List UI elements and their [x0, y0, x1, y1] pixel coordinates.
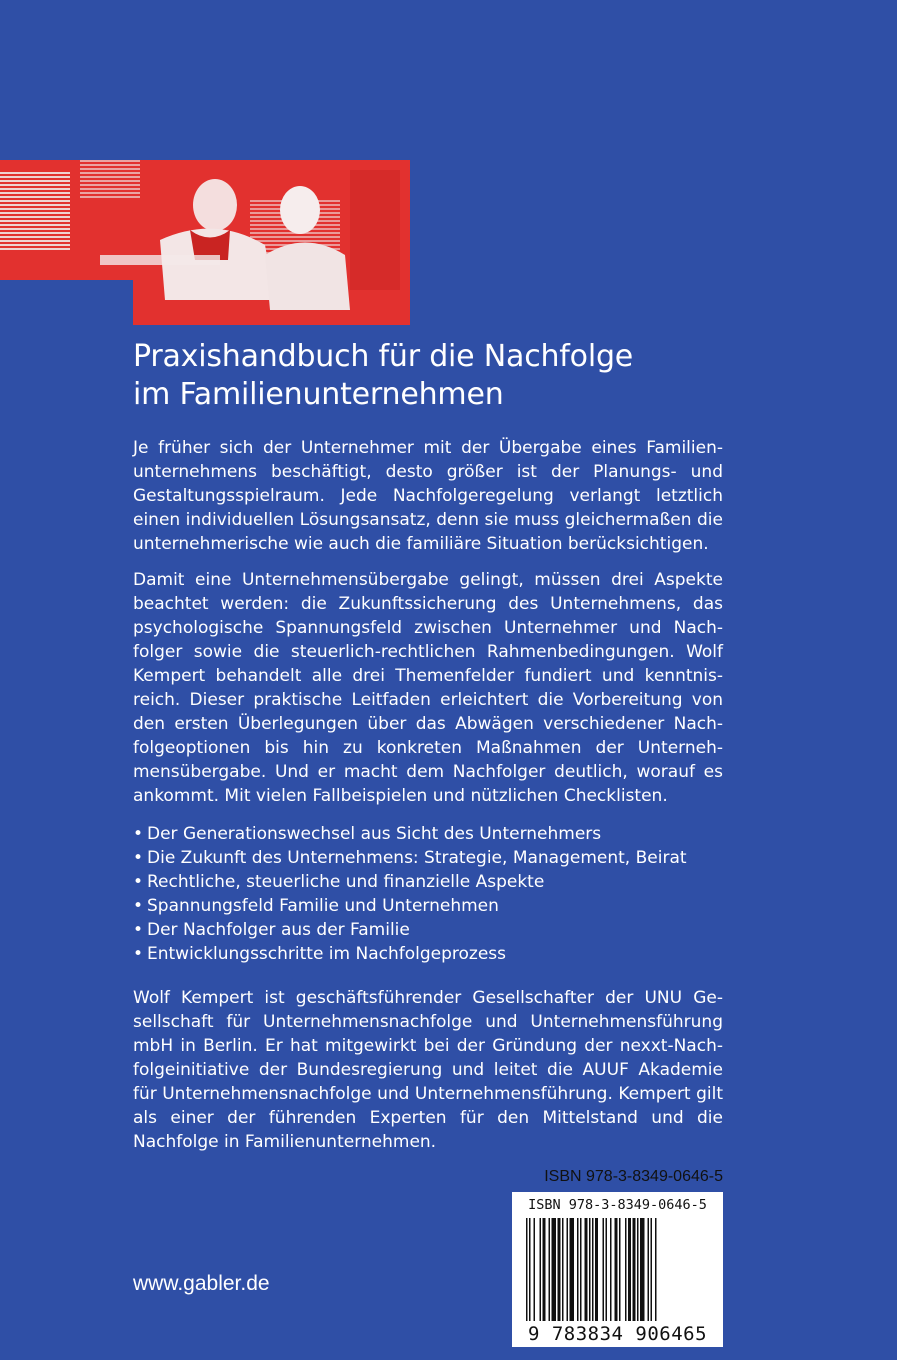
title-line-1: Praxishandbuch für die Nachfolge — [133, 339, 634, 374]
isbn-label: ISBN 978-3-8349-0646-5 — [544, 1168, 723, 1185]
list-item: • Spannungsfeld Familie und Unternehmen — [133, 896, 499, 916]
list-item: • Die Zukunft des Unternehmens: Strategie, Management, Beirat — [133, 848, 687, 868]
title-line-2: im Familienunternehmen — [133, 377, 504, 412]
barcode-isbn-text: ISBN 978-3-8349-0646-5 — [528, 1197, 707, 1213]
list-item: • Rechtliche, steuerliche und finanzielle Aspekte — [133, 872, 545, 892]
bullet-icon: • — [133, 872, 144, 892]
publisher-website: www.gabler.de — [133, 1272, 270, 1295]
book-title — [133, 338, 723, 414]
list-item: • Entwicklungsschritte im Nachfolgeprozess — [133, 944, 507, 964]
bullet-icon: • — [133, 896, 144, 916]
back-cover-text — [133, 338, 723, 1166]
author-bio: Wolf Kempert ist geschäftsführender Gesellschafter der UNU Gesellschaft für Unternehmensnachfolge und Unternehmensführung mbH in Berlin. Er hat mitgewirkt bei der Gründung der nexxt-Nachfolgeinitiative der Bundesregierung und leitet die AUUF Akademie für Unternehmensnachfolge und Unternehmensführung. Kempert gilt als einer der führenden Experten für den Mittelstand und die Nachfolge in Familienunternehmen. — [133, 988, 723, 1152]
meeting-photo-image — [0, 160, 410, 325]
description-paragraph-1: Je früher sich der Unternehmer mit der Übergabe eines Familienunternehmens beschäftigt, desto größer ist der Planungs- und Gestaltungsspielraum. Jede Nachfolgeregelung verlangt letztlich einen individuellen Lösungsansatz, denn sie muss gleichermaßen die unternehmerische wie auch die familiäre Situation berücksichtigen. — [133, 438, 723, 554]
list-item: • Der Nachfolger aus der Familie — [133, 920, 410, 940]
cover-photo-band — [0, 160, 410, 325]
barcode-bars-icon — [524, 1218, 716, 1321]
bullet-icon: • — [133, 944, 144, 964]
list-item: • Der Generationswechsel aus Sicht des Unternehmers — [133, 824, 602, 844]
bullet-icon: • — [133, 920, 144, 940]
topic-list — [133, 822, 723, 966]
barcode — [512, 1192, 723, 1347]
bullet-icon: • — [133, 824, 144, 844]
bullet-icon: • — [133, 848, 144, 868]
description-paragraph-2: Damit eine Unternehmensübergabe gelingt, müssen drei Aspekte beachtet werden: die Zukunftssicherung des Unternehmens, das psychologische Spannungsfeld zwischen Unternehmer und Nachfolger sowie die steuerlich-rechtlichen Rahmenbedingungen. Wolf Kempert behandelt alle drei Themenfelder fundiert und kenntnisreich. Dieser praktische Leitfaden erleichtert die Vorbereitung von den ersten Überlegungen über das Abwägen verschiedener Nachfolgeoptionen bis hin zu konkreten Maßnahmen der Unternehmensübergabe. Und er macht dem Nachfolger deutlich, worauf es ankommt. Mit vielen Fallbeispielen und nützlichen Checklisten. — [133, 570, 723, 806]
barcode-digits: 9 783834 906465 — [527, 1323, 708, 1345]
